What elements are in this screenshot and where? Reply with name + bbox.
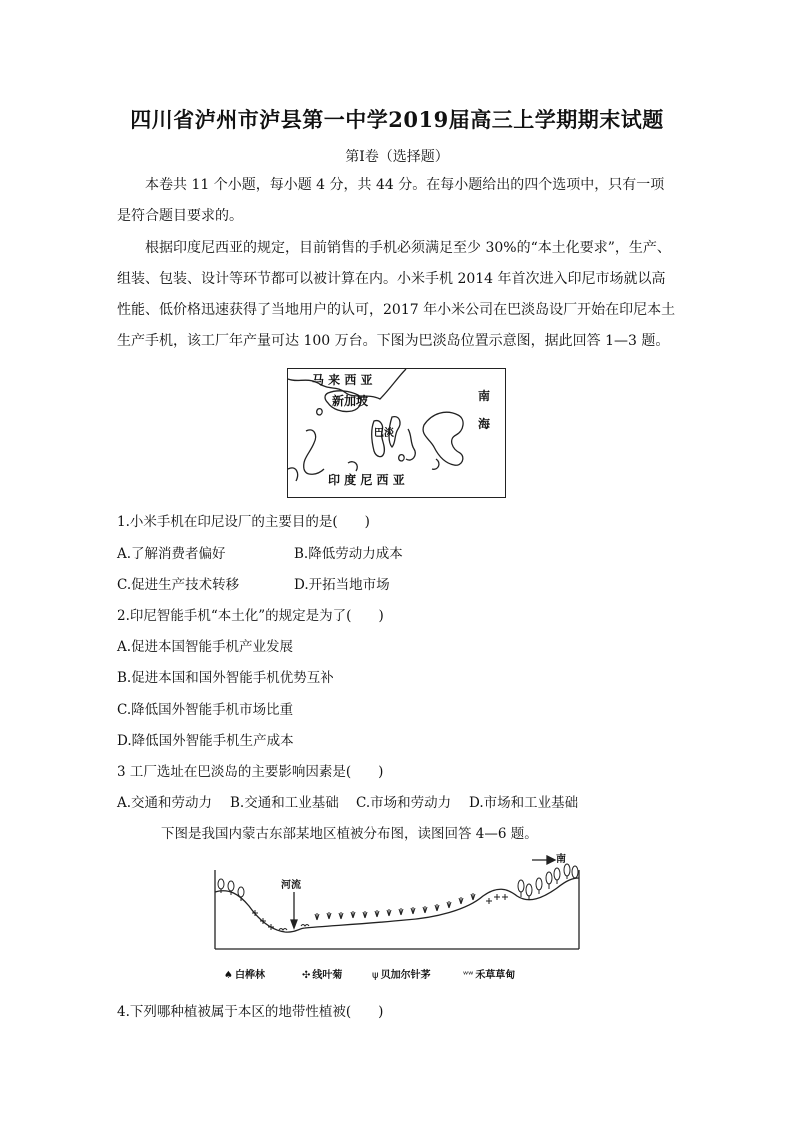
label-indonesia: 印 度 尼 西 亚 xyxy=(328,473,405,487)
label-singapore: 新加坡 xyxy=(332,394,369,408)
vegetation-profile xyxy=(205,848,590,953)
q3-option-a: A.交通和劳动力 xyxy=(117,795,213,811)
q2-option-b: B.促进本国和国外智能手机优势互补 xyxy=(117,670,334,686)
q3-option-c: C.市场和劳动力 xyxy=(356,795,452,811)
birch-tree-icon: ♠ xyxy=(224,970,233,981)
question-3-stem: 3 工厂选址在巴淡岛的主要影响因素是( ) xyxy=(117,764,384,780)
label-malaysia: 马 来 西 亚 xyxy=(312,373,373,387)
legend-linye: ✣ 线叶菊 xyxy=(302,970,343,981)
needlegrass-icon: ψ xyxy=(372,970,379,981)
figure2-intro: 下图是我国内蒙古东部某地区植被分布图，读图回答 4—6 题。 xyxy=(161,826,538,842)
meadow-grass-icon: ʷʷ xyxy=(463,970,474,981)
question-4-stem: 4.下列哪种植被属于本区的地带性植被( ) xyxy=(117,1004,384,1020)
section-subtitle: 第Ⅰ卷（选择题） xyxy=(345,149,449,165)
q3-option-d: D.市场和工业基础 xyxy=(469,795,579,811)
label-direction-south: 南 xyxy=(556,854,566,865)
terrain-profile xyxy=(205,848,590,953)
q2-option-a: A.促进本国智能手机产业发展 xyxy=(117,639,294,655)
legend-baikal: ψ 贝加尔针茅 xyxy=(372,970,431,981)
legend-birch: ♠ 白桦林 xyxy=(224,970,265,981)
legend-grass: ʷʷ 禾草草甸 xyxy=(463,970,516,981)
q1-option-b: B.降低劳动力成本 xyxy=(294,546,403,562)
q3-option-b: B.交通和工业基础 xyxy=(230,795,339,811)
question-2-stem: 2.印尼智能手机“本土化”的规定是为了( ) xyxy=(117,608,384,624)
q2-option-d: D.降低国外智能手机生产成本 xyxy=(117,733,294,749)
label-river: 河流 xyxy=(281,880,301,891)
q1-option-c: C.促进生产技术转移 xyxy=(117,577,240,593)
q2-option-c: C.降低国外智能手机市场比重 xyxy=(117,702,294,718)
q1-option-a: A.了解消费者偏好 xyxy=(117,546,226,562)
context-paragraph: 根据印度尼西亚的规定，目前销售的手机必须满足至少 30%的“本土化要求”，生产、组装、包装、设计等环节都可以被计算在内。小米手机 2014 年首次进入印尼市场就以高性能、低价格迅速获得了当地用户的认可，2017 年小米公司在巴淡岛设厂开始在印尼本土生产手机，该工厂年产量可达 100 万台。下图为巴淡岛位置示意图，据此回答 1—3 题。 xyxy=(117,240,676,349)
intro-paragraph: 本卷共 11 个小题，每小题 4 分，共 44 分。在每小题给出的四个选项中，只有一项是符合题目要求的。 xyxy=(117,177,665,224)
question-1-stem: 1.小米手机在印尼设厂的主要目的是( ) xyxy=(117,514,370,530)
label-batam: 巴淡 xyxy=(374,428,394,439)
label-south-sea-2: 海 xyxy=(478,417,491,431)
page-title: 四川省泸州市泸县第一中学2019届高三上学期期末试题 xyxy=(130,107,664,132)
q1-option-d: D.开拓当地市场 xyxy=(294,577,390,593)
linye-flower-icon: ✣ xyxy=(302,970,311,981)
label-south-sea-1: 南 xyxy=(478,389,491,403)
batam-map xyxy=(287,368,506,498)
